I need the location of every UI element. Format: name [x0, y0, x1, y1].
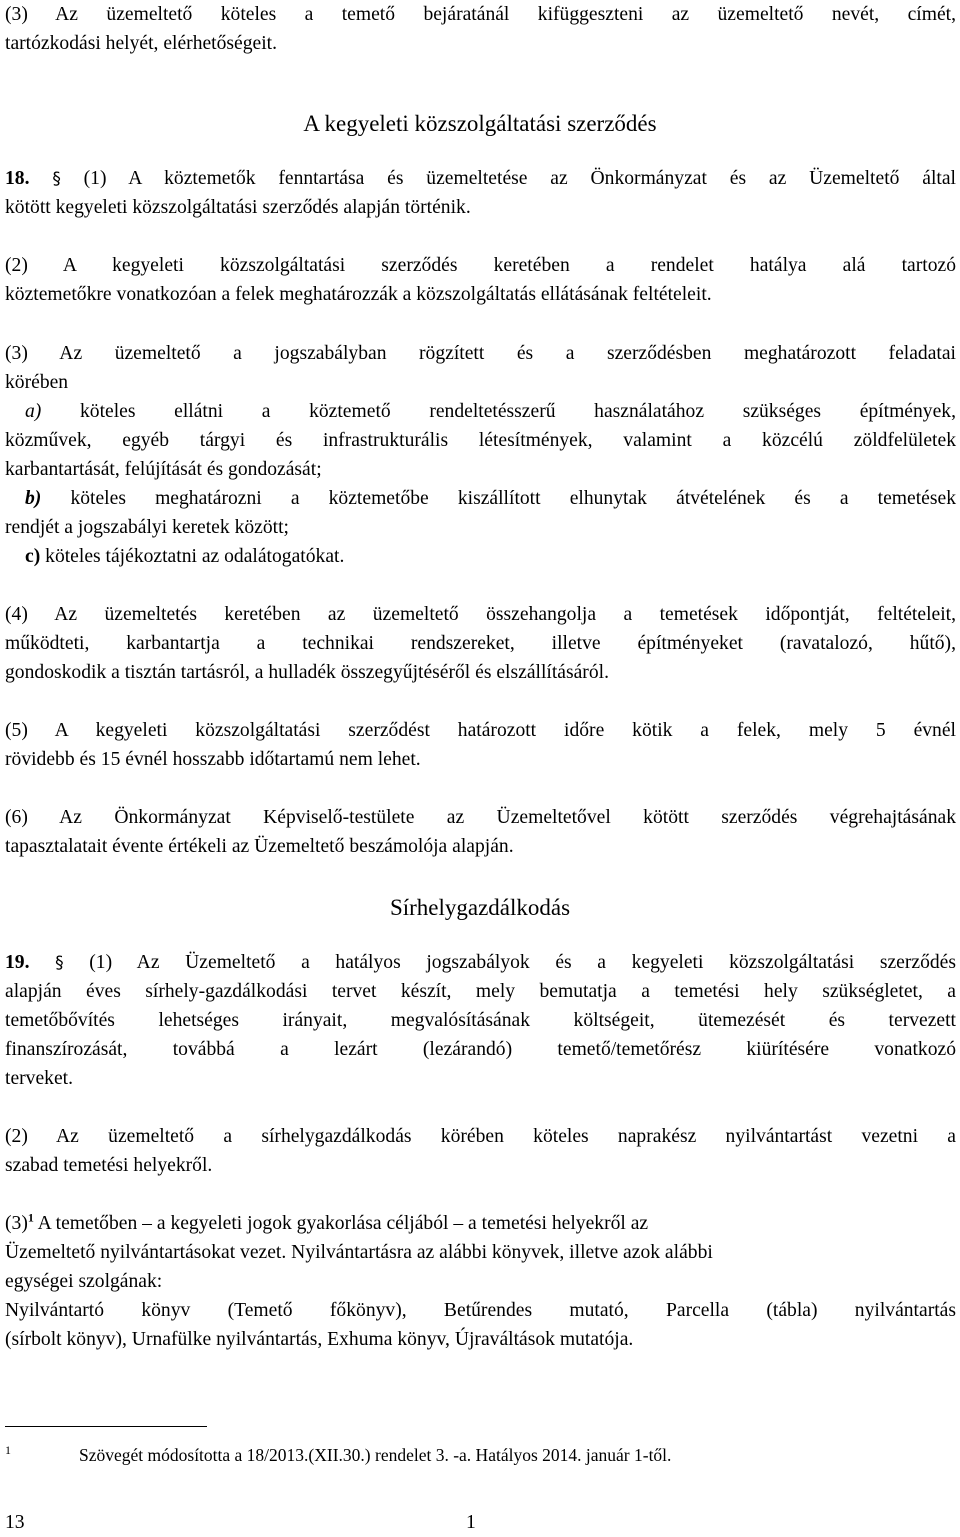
text-line: alapján éves sírhely-gazdálkodási tervet készít, mely bemutatja a temetési hely szükségletet, a — [5, 981, 956, 1002]
text-line: (2) Az üzemeltető a sírhelygazdálkodás körében köteles naprakész nyilvántartást vezetni a — [5, 1126, 956, 1147]
text-line: (5) A kegyeleti közszolgáltatási szerződést határozott időre kötik a felek, mely 5 évnél — [5, 720, 956, 741]
text-line: rendjét a jogszabályi keretek között; — [5, 517, 289, 538]
text-line: (sírbolt könyv), Urnafülke nyilvántartás, Exhuma könyv, Újraváltások mutatója. — [5, 1329, 634, 1350]
text-line: terveket. — [5, 1068, 73, 1089]
text-line: szabad temetési helyekről. — [5, 1155, 213, 1176]
line-text: köteles tájékoztatni az odalátogatókat. — [45, 546, 345, 567]
line-text: A temetőben – a kegyeleti jogok gyakorlása céljából – a temetési helyekről az — [33, 1213, 649, 1234]
text-line: finanszírozását, továbbá a lezárt (lezárandó) temető/temetőrész kiürítésére vonatkozó — [5, 1039, 956, 1060]
section-sign-icon: § — [55, 953, 64, 973]
text-line: Üzemeltető nyilvántartásokat vezet. Nyilvántartásra az alábbi könyvek, illetve azok alábbi — [5, 1242, 713, 1263]
list-marker: b) — [25, 488, 42, 509]
page-number-left: 13 — [5, 1512, 25, 1533]
text-line: temetőbővítés lehetséges irányait, megvalósításának költségeit, ütemezését és tervezett — [5, 1010, 956, 1031]
text-line: köztemetőkre vonatkozóan a felek meghatározzák a közszolgáltatás ellátásának feltételeit. — [5, 284, 712, 305]
footnote-separator — [5, 1426, 207, 1427]
list-item-a — [5, 399, 956, 425]
paragraph-line — [5, 950, 956, 976]
line-text: (1) A köztemetők fenntartása és üzemeltetése az Önkormányzat és az Üzemeltető által — [83, 168, 956, 189]
list-marker: c) — [25, 546, 41, 567]
text-line: kötött kegyeleti közszolgáltatási szerződés alapján történik. — [5, 197, 471, 218]
text-line: közművek, egyéb tárgyi és infrastrukturális létesítmények, valamint a közcélú zöldfelületek — [5, 430, 956, 451]
paragraph-line — [5, 1211, 956, 1237]
text-line: egységei szolgának: — [5, 1271, 163, 1292]
text-line: rövidebb és 15 évnél hosszabb időtartamú nem lehet. — [5, 749, 421, 770]
section-heading: Sírhelygazdálkodás — [389, 895, 571, 920]
text-line: tapasztalatait évente értékeli az Üzemeltető beszámolója alapján. — [5, 836, 514, 857]
text-line: (3) Az üzemeltető köteles a temető bejáratánál kifüggeszteni az üzemeltető nevét, címét, — [5, 4, 956, 25]
footnote — [5, 1443, 671, 1467]
line-text: köteles ellátni a köztemető rendeltetésszerű használatához szükséges építmények, — [79, 401, 956, 422]
section-heading: A kegyeleti közszolgáltatási szerződés — [303, 111, 657, 136]
section-number: 18. — [5, 168, 30, 189]
list-item-b — [5, 486, 956, 512]
paragraph-marker: (3) — [5, 1213, 28, 1234]
footnote-reference[interactable]: 1 — [27, 1210, 34, 1225]
text-line: (4) Az üzemeltetés keretében az üzemeltető összehangolja a temetések időpontját, feltételeit, — [5, 604, 956, 625]
text-line: (2) A kegyeleti közszolgáltatási szerződés keretében a rendelet hatálya alá tartozó — [5, 255, 956, 276]
text-line: működteti, karbantartja a technikai rendszereket, illetve építményeket (ravatalozó, hűtő), — [5, 633, 956, 654]
text-line: tartózkodási helyét, elérhetőségeit. — [5, 33, 278, 54]
text-line: (3) Az üzemeltető a jogszabályban rögzített és a szerződésben meghatározott feladatai — [5, 343, 956, 364]
section-number: 19. — [5, 952, 30, 973]
text-line: gondoskodik a tisztán tartásról, a hulladék összegyűjtéséről és elszállításáról. — [5, 662, 609, 683]
line-text: (1) Az Üzemeltető a hatályos jogszabályok és a kegyeleti közszolgáltatási szerződés — [89, 952, 957, 973]
text-line: (6) Az Önkormányzat Képviselő-testülete az Üzemeltetővel kötött szerződés végrehajtásának — [5, 807, 956, 828]
page-number-center: 1 — [466, 1512, 476, 1533]
list-item-c — [5, 544, 956, 570]
footnote-text: Szövegét módosította a 18/2013.(XII.30.) rendelet 3. -a. Hatályos 2014. január 1-től. — [79, 1445, 672, 1465]
text-line: körében — [5, 372, 69, 393]
text-line: Nyilvántartó könyv (Temető főkönyv), Betűrendes mutató, Parcella (tábla) nyilvántartás — [5, 1300, 956, 1321]
text-line: karbantartását, felújítását és gondozását; — [5, 459, 322, 480]
footnote-number: 1 — [5, 1443, 11, 1458]
section-sign-icon: § — [52, 169, 61, 189]
paragraph-line — [5, 166, 956, 192]
list-marker: a) — [25, 401, 42, 422]
line-text: köteles meghatározni a köztemetőbe kiszállított elhunytak átvételének és a temetések — [70, 488, 956, 509]
